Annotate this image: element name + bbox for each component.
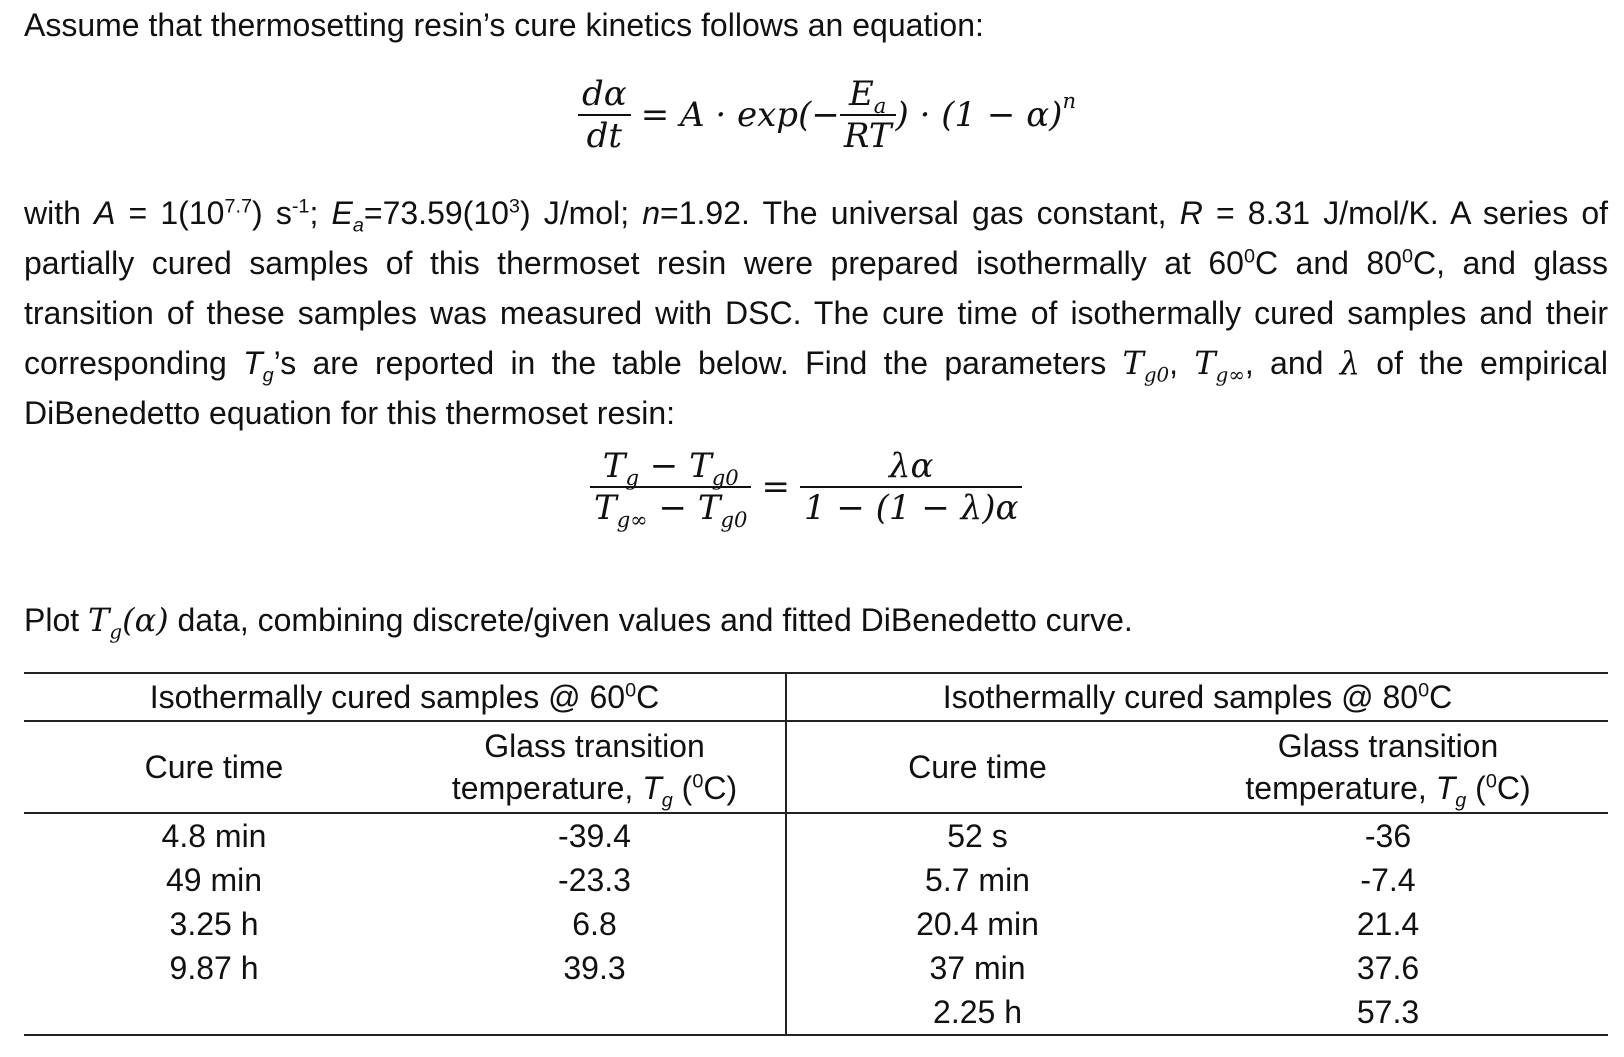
group-header-60c: Isothermally cured samples @ $60^0C$ (24, 673, 786, 721)
plot-instruction: Plot $T_g(\alpha)$ data, combining discrete/given values and fitted DiBenedetto curve. (24, 601, 1133, 644)
col-header-tg-60: Glass transition temperature, $T_g$ ($^0$C) (404, 721, 786, 813)
table-row: 49 min -23.3 5.7 min -7.4 (24, 858, 1608, 902)
cure-data-table (24, 672, 1608, 1036)
cure-kinetics-equation: $\frac{d\alpha}{dt}$ = A · exp(− $\frac{E_a}{RT}$ ) · (1 − α) $^n$ (578, 74, 1076, 156)
problem-paragraph: with $A = 1(10^{7.7})$ $s^{-1}$; $E_a=73.59(10^3)$ J/mol; n=1.92. The universal gas constant, R = 8.31 J/mol/K. A series of partially cured samples of this thermoset resin were prepared isothermally at $60^0C$ and $80^0C$, and glass transition of these samples was measured with DSC. The cure time of isothermally cured samples and their corresponding $T_g’s$ are reported in the table below. Find the parameters $T_{g0}$, $T_{g\infty}$, and λ of the empirical DiBenedetto equation for this thermoset resin: (24, 195, 1609, 431)
table-row: 2.25 h 57.3 (24, 990, 1608, 1035)
eq1-rest: ) · (1 − α) (895, 95, 1063, 135)
table-row: 4.8 min -39.4 52 s -36 (24, 813, 1608, 858)
table-row: 3.25 h 6.8 20.4 min 21.4 (24, 902, 1608, 946)
dibenedetto-rhs: $\frac{\lambda\alpha}{1 - (1 - \lambda)\alpha}$ (800, 446, 1023, 528)
eq1-eq: = A · exp(− (640, 95, 840, 135)
intro-text: Assume that thermosetting resin’s cure kinetics follows an equation: (24, 7, 984, 43)
col-header-tg-80: Glass transition temperature, $T_g$ ($^0$C) (1168, 721, 1608, 813)
col-header-cure-time-80: Cure time (786, 721, 1168, 813)
dibenedetto-equation (590, 446, 1022, 532)
arrhenius-fraction: $\frac{E_a}{RT}$ (840, 74, 896, 156)
rate-fraction: $\frac{d\alpha}{dt}$ (578, 74, 631, 156)
dibenedetto-lhs: $\frac{T_g - T_{g0}}{T_{g\infty} - T_{g0}}$ (590, 446, 751, 528)
group-header-80c: Isothermally cured samples @ $80^0C$ (786, 673, 1608, 721)
col-header-cure-time-60: Cure time (24, 721, 404, 813)
table-row: 9.87 h 39.3 37 min 37.6 (24, 946, 1608, 990)
eq2-equals: = (761, 467, 790, 507)
